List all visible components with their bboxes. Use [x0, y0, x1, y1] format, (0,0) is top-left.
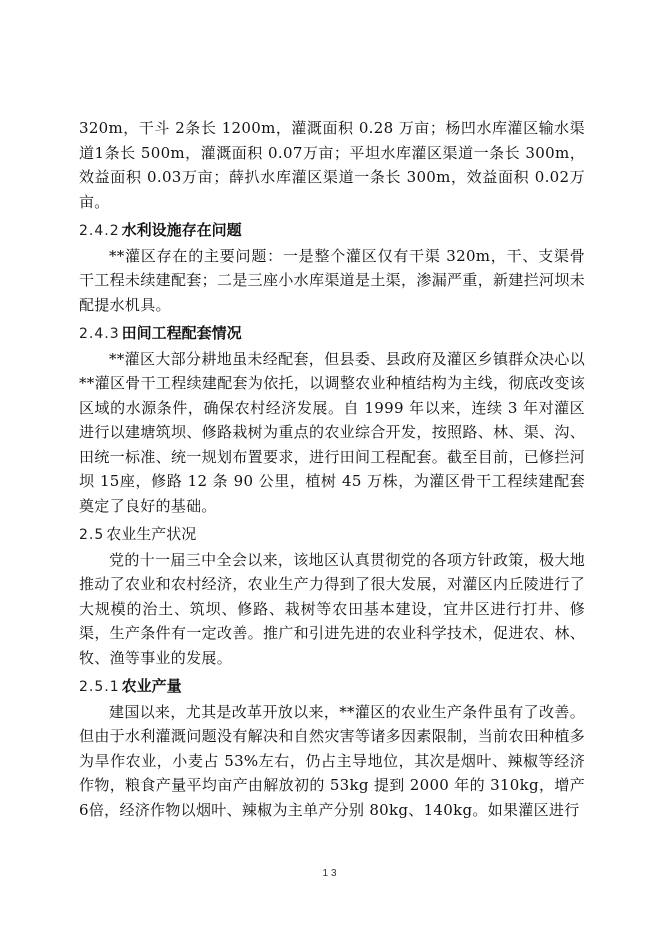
page-number: 13	[322, 868, 340, 879]
heading-number: 2.4.3	[79, 326, 120, 342]
heading-title: 田间工程配套情况	[121, 324, 242, 342]
paragraph-agriculture-output: 建国以来，尤其是改革开放以来，**灌区的农业生产条件虽有了改善。但由于水利灌溉问题没有解决和自然灾害等诸多因素限制，当前农田种植多为旱作农业，小麦占 53%左右，仍占主导地位，其次是烟叶、辣椒等经济作物，粮食产量平均亩产由解放初的 53kg 提到 2000 年的 310kg，增产6倍，经济作物以烟叶、辣椒为主单产分别 80kg、140kg。如果灌区进行	[79, 702, 585, 819]
heading-2-4-3	[79, 321, 585, 347]
heading-2-5	[79, 522, 585, 548]
heading-2-5-1	[79, 674, 585, 700]
heading-title: 水利设施存在问题	[121, 221, 242, 239]
heading-title: 农业生产状况	[106, 525, 197, 543]
document-body	[79, 116, 585, 822]
paragraph-field-works: **灌区大部分耕地虽未经配套，但县委、县政府及灌区乡镇群众决心以**灌区骨干工程续建配套为依托，以调整农业种植结构为主线，彻底改变该区域的水源条件，确保农村经济发展。自 1999 年以来，连续 3 年对灌区进行以建塘筑坝、修路栽树为重点的农业综合开发，按照路、林、渠、沟、田统一标准、统一规划布置要求，进行田间工程配套。截至目前，已修拦河坝 15座，修路 12 条 90 公里，植树 45 万株，为灌区骨干工程续建配套奠定了良好的基础。	[79, 349, 585, 515]
heading-2-4-2	[79, 218, 585, 244]
paragraph-water-problems: **灌区存在的主要问题：一是整个灌区仅有干渠 320m，干、支渠骨干工程未续建配套；二是三座小水库渠道是土渠，渗漏严重，新建拦河坝未配提水机具。	[79, 246, 585, 314]
paragraph-agriculture-status: 党的十一届三中全会以来，该地区认真贯彻党的各项方针政策，极大地推动了农业和农村经济，农业生产力得到了很大发展，对灌区内丘陵进行了大规模的治土、筑坝、修路、栽树等农田基本建设，宜井区进行打井、修渠，生产条件有一定改善。推广和引进先进的农业科学技术，促进农、林、牧、渔等事业的发展。	[79, 550, 585, 667]
heading-number: 2.5	[79, 527, 105, 543]
heading-number: 2.4.2	[79, 223, 120, 239]
paragraph-canal-summary: 320m，干斗 2条长 1200m，灌溉面积 0.28 万亩；杨凹水库灌区输水渠道1条长 500m，灌溉面积 0.07万亩；平坦水库灌区渠道一条长 300m，效益面积 0.03万亩；薛扒水库灌区渠道一条长 300m，效益面积 0.02万亩。	[79, 119, 585, 211]
heading-title: 农业产量	[121, 677, 182, 695]
heading-number: 2.5.1	[79, 679, 120, 695]
